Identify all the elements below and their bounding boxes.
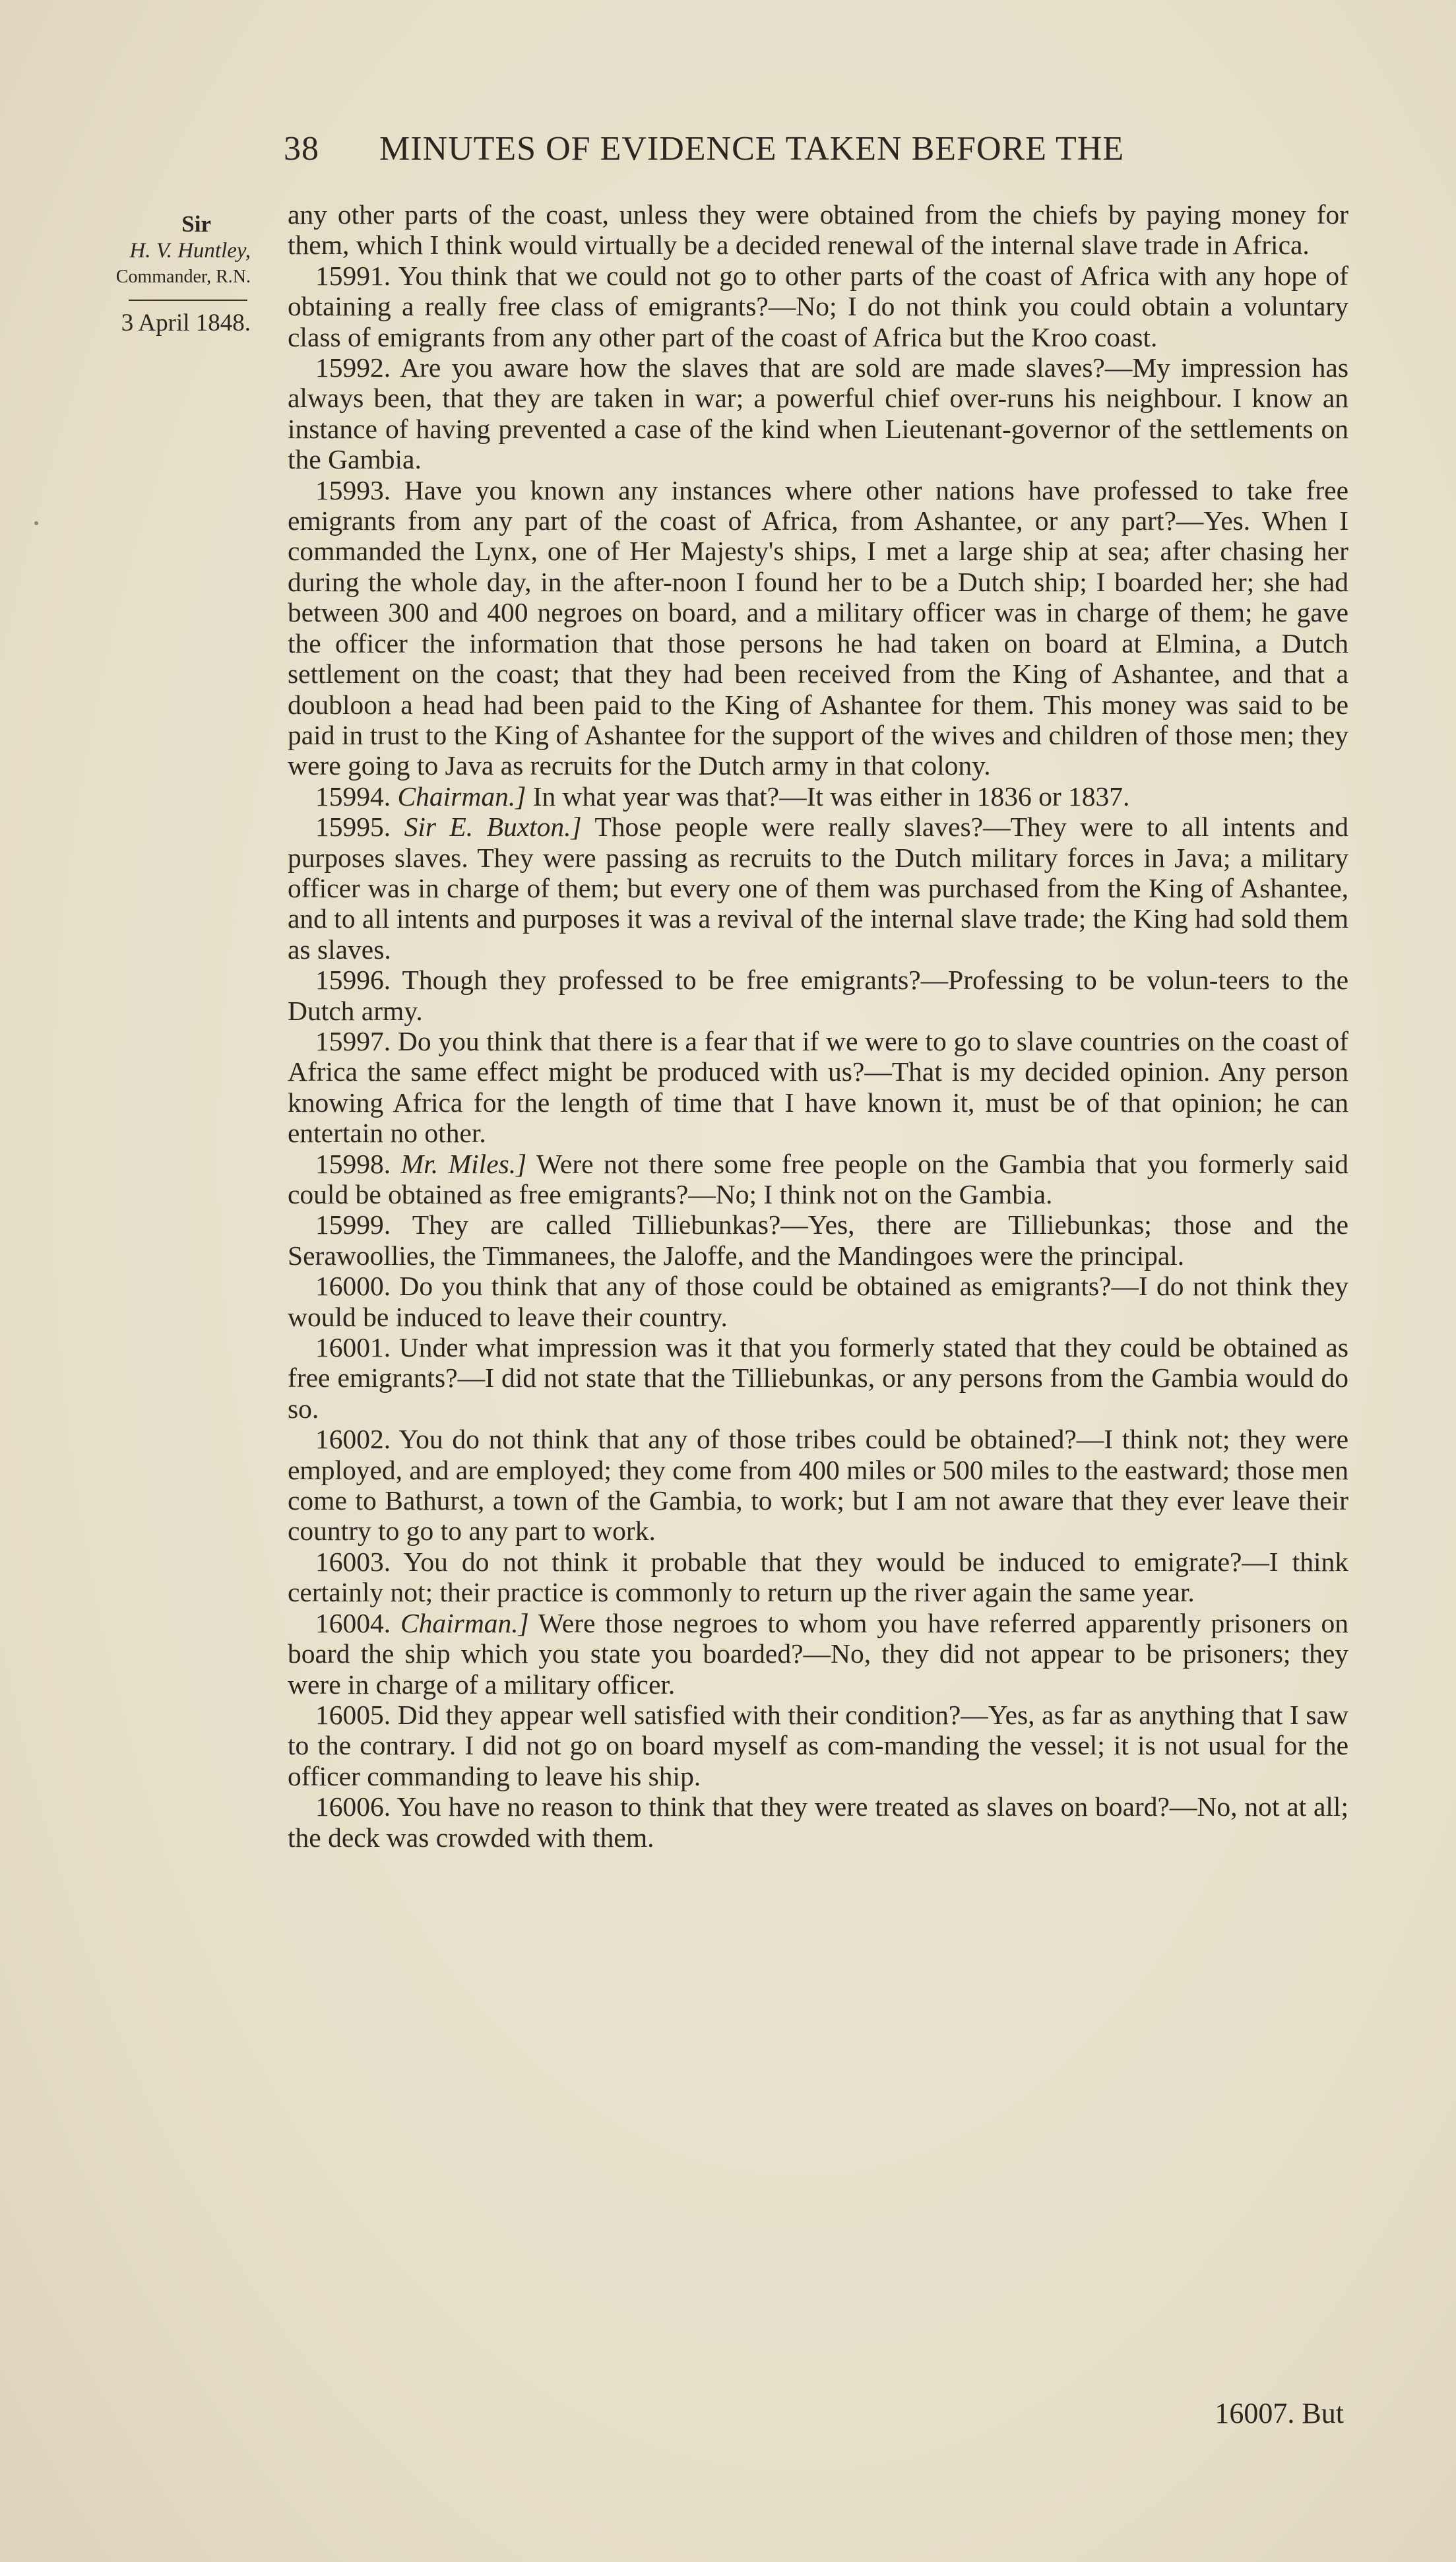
evidence-paragraph <box>288 781 1348 812</box>
speaker-label: Chairman.] <box>397 781 526 812</box>
evidence-paragraph <box>288 1271 1348 1332</box>
evidence-paragraph <box>288 199 1348 261</box>
question-number: 16002. <box>315 1424 391 1455</box>
paragraph-text: You do not think it probable that they would be induced to emigrate?—I think certainly not; their practice is commonly to return up the river again the same year. <box>288 1546 1348 1608</box>
question-number: 16005. <box>315 1699 391 1730</box>
paragraph-text: any other parts of the coast, unless they were obtained from the chiefs by paying money for them, which I think would virtually be a decided renewal of the internal slave trade in Africa. <box>288 199 1348 261</box>
witness-name: H. V. Huntley, <box>129 239 251 263</box>
evidence-paragraph <box>288 1332 1348 1424</box>
evidence-paragraph <box>288 1424 1348 1547</box>
question-number: 16003. <box>315 1546 391 1577</box>
margin-note <box>40 211 251 336</box>
paragraph-text: Do you think that any of those could be obtained as emigrants?—I do not think they would be induced to leave their country. <box>288 1271 1348 1332</box>
paragraph-text: Under what impression was it that you formerly stated that they could be obtained as free emigrants?—I did not state that the Tilliebunkas, or any persons from the Gambia would do so. <box>288 1332 1348 1424</box>
evidence-paragraph <box>288 261 1348 352</box>
evidence-paragraph <box>288 1547 1348 1608</box>
paragraph-text: Those people were really slaves?—They were to all intents and purposes slaves. They were passing as recruits to the Dutch military forces in Java; a military officer was in charge of them; but every one of them was purchased from the King of Ashantee, and to all intents and purposes it was a revival of the internal slave trade; the King had sold them as slaves. <box>288 812 1348 965</box>
evidence-paragraph <box>288 1608 1348 1700</box>
evidence-paragraph <box>288 1026 1348 1149</box>
paragraph-text: They are called Tilliebunkas?—Yes, there are Tilliebunkas; those and the Serawoollies, the Timmanees, the Jaloffe, and the Mandingoes were the principal. <box>288 1209 1348 1271</box>
question-number: 15996. <box>315 965 391 996</box>
question-number: 15991. <box>315 260 391 291</box>
paragraph-text: Were not there some free people on the Gambia that you formerly said could be obtained as free emigrants?—No; I think not on the Gambia. <box>288 1148 1348 1209</box>
witness-honorific: Sir <box>181 211 211 237</box>
speaker-label: Sir E. Buxton.] <box>404 812 582 843</box>
question-number: 16001. <box>315 1332 391 1363</box>
paragraph-text: You do not think that any of those tribes could be obtained?—I think not; they were employed, and are employed; they come from 400 miles or 500 miles to the eastward; those men come to Bathurst, a town of the Gambia, to work; but I am not aware that they ever leave their country to go to any part to work. <box>288 1424 1348 1547</box>
paragraph-text: Did they appear well satisfied with their condition?—Yes, as far as anything that I saw to the contrary. I did not go on board myself as com-manding the vessel; it is not usual for the officer commanding to leave his ship. <box>288 1699 1348 1791</box>
paragraph-text: In what year was that?—It was either in 1836 or 1837. <box>532 781 1130 812</box>
catchword: 16007. But <box>1215 2397 1344 2429</box>
margin-divider <box>129 300 247 301</box>
paragraph-text: Have you known any instances where other nations have professed to take free emigrants from any part of the coast of Africa, from Ashantee, or any part?—Yes. When I commanded the Lynx, one of Her Majesty's ships, I met a large ship at sea; after chasing her during the whole day, in the after-noon I found her to be a Dutch ship; I boarded her; she had between 300 and 400 negroes on board, and a military officer was in charge of them; he gave the officer the information that those persons he had taken on board at Elmina, a Dutch settlement on the coast; that they had been received from the King of Ashantee, and that a doubloon a head had been paid to the King of Ashantee for them. This money was said to be paid in trust to the King of Ashantee for the support of the wives and children of those men; they were going to Java as recruits for the Dutch army in that colony. <box>288 474 1348 781</box>
evidence-paragraph <box>288 475 1348 781</box>
paper-mark <box>34 521 38 525</box>
paragraph-text: Are you aware how the slaves that are sold are made slaves?—My impression has always been, that they are taken in war; a powerful chief over-runs his neighbour. I know an instance of having prevented a case of the kind when Lieutenant-governor of the settlements on the Gambia. <box>288 352 1348 475</box>
question-number: 15992. <box>315 352 391 383</box>
question-number: 15994. <box>315 781 391 812</box>
question-number: 15998. <box>315 1148 391 1179</box>
question-number: 15997. <box>315 1025 391 1056</box>
question-number: 16006. <box>315 1791 391 1822</box>
evidence-paragraph <box>288 352 1348 475</box>
paragraph-text: Do you think that there is a fear that if we were to go to slave countries on the coast of Africa the same effect might be produced with us?—That is my decided opinion. Any person knowing Africa for the length of time that I have known it, must be of that opinion; he can entertain no other. <box>288 1025 1348 1149</box>
question-number: 15999. <box>315 1209 391 1240</box>
evidence-paragraph <box>288 1700 1348 1791</box>
evidence-paragraph <box>288 1209 1348 1271</box>
evidence-paragraph <box>288 812 1348 965</box>
evidence-date: 3 April 1848. <box>121 309 251 336</box>
witness-rank: Commander, R.N. <box>115 267 251 287</box>
page-title: MINUTES OF EVIDENCE TAKEN BEFORE THE <box>379 130 1125 168</box>
paragraph-text: Though they professed to be free emigrants?—Professing to be volun-teers to the Dutch army. <box>288 965 1348 1026</box>
question-number: 16004. <box>315 1607 391 1638</box>
evidence-paragraph <box>288 1149 1348 1210</box>
paragraph-text: You think that we could not go to other parts of the coast of Africa with any hope of obtaining a really free class of emigrants?—No; I do not think you could obtain a voluntary class of emigrants from any other part of the coast of Africa but the Kroo coast. <box>288 260 1349 352</box>
running-header <box>284 129 1253 176</box>
speaker-label: Chairman.] <box>400 1607 529 1638</box>
question-number: 16000. <box>315 1271 391 1302</box>
question-number: 15995. <box>315 812 391 843</box>
paragraph-text: Were those negroes to whom you have referred apparently prisoners on board the ship which you state you boarded?—No, they did not appear to be prisoners; they were in charge of a military officer. <box>288 1607 1348 1700</box>
page-number: 38 <box>284 130 319 168</box>
question-number: 15993. <box>315 474 391 505</box>
evidence-paragraph <box>288 965 1348 1026</box>
evidence-paragraph <box>288 1791 1348 1853</box>
paragraph-text: You have no reason to think that they were treated as slaves on board?—No, not at all; the deck was crowded with them. <box>288 1791 1348 1853</box>
speaker-label: Mr. Miles.] <box>400 1148 527 1179</box>
evidence-text <box>288 199 1348 1853</box>
